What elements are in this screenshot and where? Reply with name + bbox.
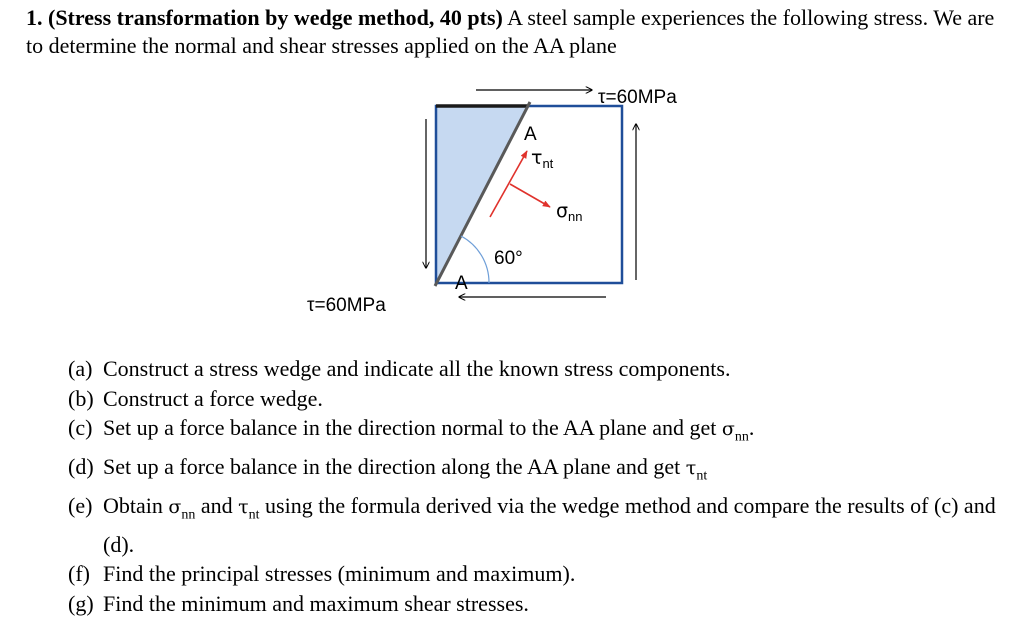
question-label: (g) [68,590,94,616]
question-item [68,384,998,414]
question-item [68,354,998,384]
question-item [68,589,998,618]
question-list [68,354,998,618]
problem-title: (Stress transformation by wedge method, 40 pts) [48,5,503,30]
question-text: and [195,492,239,518]
question-label: (b) [68,385,94,411]
problem-text: A steel sample experiences the following stress. We are to determine the normal and shear stresses applied on the AA plane [26,5,995,58]
question-text: using the formula derived via the wedge method and compare the results of (c) and (d). [103,492,996,557]
bottom-shear-label: τ=60MPa [307,295,386,316]
question-item [68,413,998,452]
question-text: Find the principal stresses (minimum and maximum). [103,561,576,587]
stress-subscript: nn [181,507,196,523]
question-label: (d) [68,453,94,479]
plane-label-bottom: A [455,273,468,294]
stress-subscript: nt [696,468,708,484]
question-label: (c) [68,415,93,440]
question-label: (f) [68,561,90,587]
sigma-nn-label: $\sigma_{nn}$ [556,200,583,224]
question-label: (a) [68,356,93,381]
angle-label: 60° [494,248,523,269]
question-text: Obtain [103,492,169,518]
question-text: Set up a force balance in the direction along the AA plane and get [103,453,686,479]
stress-symbol: τ [685,456,697,479]
question-text: . [748,415,755,440]
question-text: Find the minimum and maximum shear stresses. [103,590,529,616]
question-item [68,559,998,589]
question-text: Construct a stress wedge and indicate all the known stress components. [103,356,731,381]
sigma-nn-arrow [510,184,550,207]
question-item [68,491,998,559]
question-text: Set up a force balance in the direction normal to the AA plane and get [103,415,722,440]
top-shear-label: τ=60MPa [598,87,677,108]
problem-number: 1. [26,5,43,30]
stress-symbol: σ [721,418,735,440]
stress-symbol: σ [168,495,182,518]
stress-symbol: τ [238,495,249,518]
question-label: (e) [68,492,93,518]
plane-label-top: A [524,124,537,145]
stress-subscript: nn [734,429,749,445]
question-item [68,452,998,491]
stress-subscript: nt [248,507,260,523]
question-text: Construct a force wedge. [103,385,323,411]
tau-nt-label: $\tau_{nt}$ [531,147,554,171]
